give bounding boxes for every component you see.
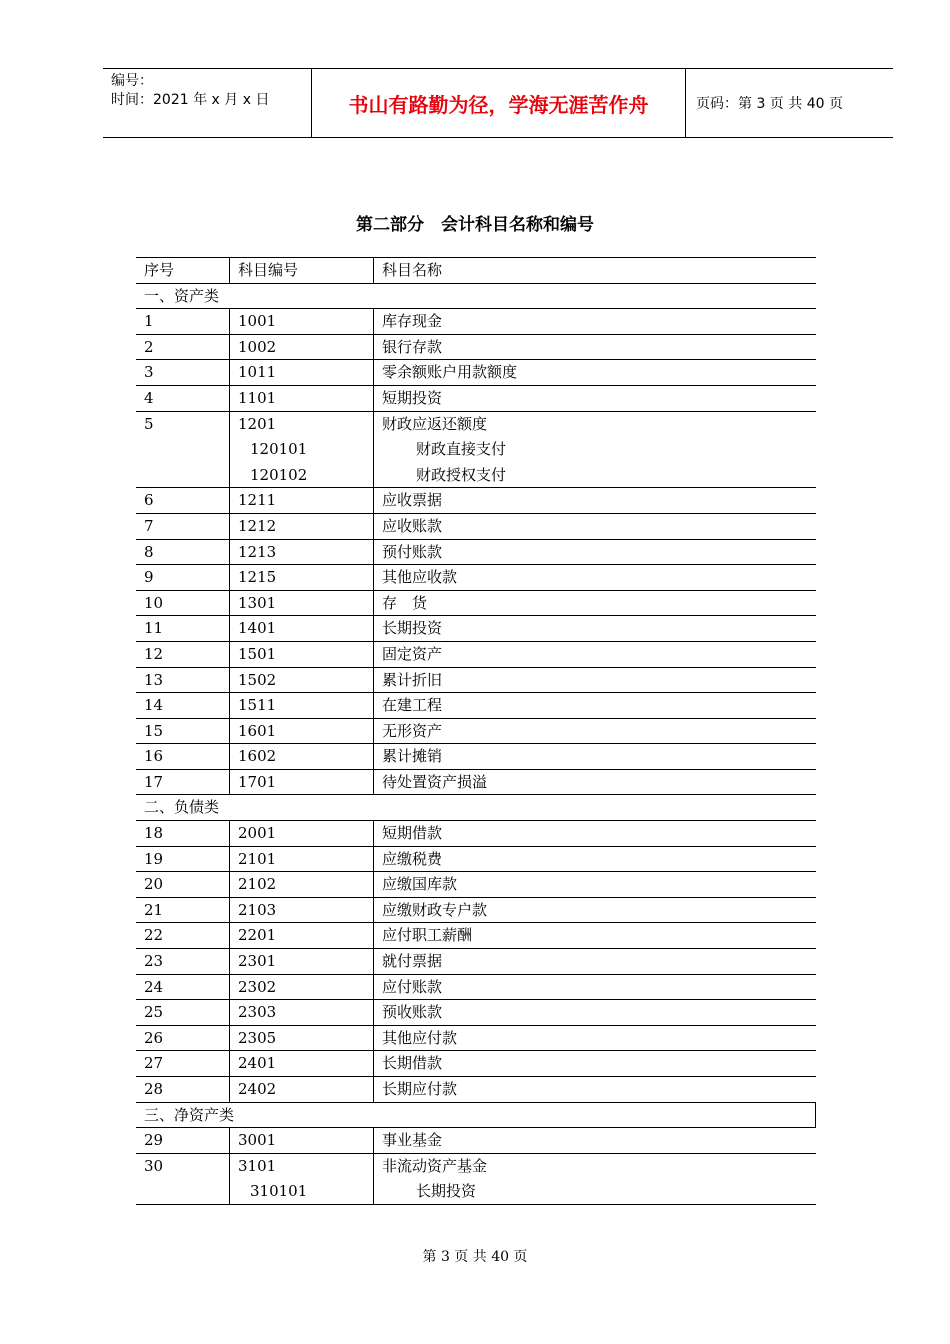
row-code — [230, 565, 374, 590]
row-seq — [136, 335, 230, 360]
row-seq — [136, 898, 230, 923]
row-name — [374, 847, 816, 872]
seq-text: 13 — [144, 670, 164, 689]
table-row — [136, 923, 816, 949]
name-text: 存 货 — [382, 593, 428, 612]
table-row — [136, 770, 816, 796]
code-text: 1002 — [238, 337, 277, 356]
row-name — [374, 386, 816, 411]
row-code — [230, 949, 374, 974]
seq-text: 17 — [144, 772, 164, 791]
row-code — [230, 821, 374, 846]
row-code — [230, 1077, 374, 1102]
table-row — [136, 309, 816, 335]
header-name: 科目名称 — [382, 261, 443, 279]
seq-text: 12 — [144, 644, 164, 663]
table-row — [136, 1051, 816, 1077]
seq-text: 28 — [144, 1080, 164, 1099]
row-code — [230, 616, 374, 641]
row-seq — [136, 923, 230, 948]
code-text: 1212 — [238, 516, 277, 535]
table-row — [136, 719, 816, 745]
name-text: 预收账款 — [382, 1003, 443, 1022]
name-text: 长期投资 — [382, 619, 443, 638]
seq-text: 7 — [144, 516, 154, 535]
row-seq — [136, 1026, 230, 1051]
code-text: 1011 — [238, 363, 277, 382]
section-title: 第二部分 会计科目名称和编号 — [356, 215, 594, 235]
row-code — [230, 975, 374, 1000]
name-text: 短期借款 — [382, 824, 443, 843]
seq-text: 3 — [144, 363, 154, 382]
code-text: 1101 — [238, 388, 277, 407]
seq-text: 21 — [144, 900, 164, 919]
seq-text: 19 — [144, 849, 164, 868]
row-code — [230, 514, 374, 539]
row-seq — [136, 872, 230, 897]
row-code — [230, 693, 374, 718]
row-name — [374, 591, 816, 616]
row-code — [230, 923, 374, 948]
code-text: 1511 — [238, 696, 277, 715]
row-seq — [136, 540, 230, 565]
name-text: 无形资产 — [382, 721, 443, 740]
seq-text: 6 — [144, 491, 154, 510]
code-text: 3101 — [238, 1156, 277, 1175]
time-label: 时间：2021 年 x 月 x 日 — [111, 92, 270, 108]
row-seq — [136, 1077, 230, 1102]
row-seq — [136, 949, 230, 974]
name-text: 零余额账户用款额度 — [382, 363, 518, 382]
name-text: 长期应付款 — [382, 1080, 458, 1099]
code-text: 2103 — [238, 900, 277, 919]
row-seq — [136, 412, 230, 488]
name-text: 短期投资 — [382, 388, 443, 407]
row-code — [230, 898, 374, 923]
code-text: 1001 — [238, 312, 277, 331]
header-motto: 书山有路勤为径，学海无涯苦作舟 — [312, 69, 686, 137]
table-row — [136, 335, 816, 361]
name-text: 其他应收款 — [382, 568, 458, 587]
table-row — [136, 1154, 816, 1205]
row-seq — [136, 309, 230, 334]
row-name — [374, 923, 816, 948]
code-text: 3001 — [238, 1131, 277, 1150]
row-name — [374, 744, 816, 769]
row-seq — [136, 847, 230, 872]
name-text: 待处置资产损溢 — [382, 772, 488, 791]
row-name — [374, 693, 816, 718]
sub-code-text: 120102 — [250, 465, 308, 484]
code-text: 2302 — [238, 977, 277, 996]
name-text: 事业基金 — [382, 1131, 443, 1150]
row-seq — [136, 770, 230, 795]
row-code — [230, 335, 374, 360]
code-text: 1213 — [238, 542, 277, 561]
row-code — [230, 642, 374, 667]
table-row — [136, 386, 816, 412]
row-code — [230, 847, 374, 872]
row-name — [374, 642, 816, 667]
sub-name-text: 长期投资 — [416, 1182, 477, 1201]
row-code — [230, 488, 374, 513]
seq-text: 20 — [144, 875, 164, 894]
row-name — [374, 540, 816, 565]
row-code — [230, 386, 374, 411]
table-row — [136, 898, 816, 924]
row-seq — [136, 386, 230, 411]
row-name — [374, 360, 816, 385]
code-text: 2402 — [238, 1080, 277, 1099]
seq-text: 14 — [144, 696, 164, 715]
name-text: 非流动资产基金 — [382, 1156, 488, 1175]
category-label: 一、资产类 — [144, 286, 220, 305]
row-name — [374, 514, 816, 539]
page-footer: 第 3 页 共 40 页 — [422, 1249, 528, 1265]
category-label: 三、净资产类 — [136, 1103, 816, 1128]
row-code — [230, 872, 374, 897]
table-row — [136, 693, 816, 719]
row-name — [374, 565, 816, 590]
sub-name-text: 财政授权支付 — [416, 465, 507, 484]
name-text: 应缴税费 — [382, 849, 443, 868]
header-page-info: 页码：第 3 页 共 40 页 — [696, 96, 843, 112]
row-name — [374, 770, 816, 795]
row-seq — [136, 693, 230, 718]
seq-text: 4 — [144, 388, 154, 407]
name-text: 其他应付款 — [382, 1028, 458, 1047]
row-name — [374, 616, 816, 641]
table-header-row — [136, 258, 816, 284]
code-text: 2101 — [238, 849, 277, 868]
code-text: 2303 — [238, 1003, 277, 1022]
row-code — [230, 1154, 374, 1204]
table-row — [136, 668, 816, 694]
sub-code-text: 120101 — [250, 440, 308, 459]
row-code — [230, 309, 374, 334]
table-row — [136, 821, 816, 847]
row-code — [230, 1000, 374, 1025]
code-text: 2305 — [238, 1028, 277, 1047]
name-text: 财政应返还额度 — [382, 414, 488, 433]
seq-text: 1 — [144, 312, 154, 331]
row-name — [374, 821, 816, 846]
name-text: 长期借款 — [382, 1054, 443, 1073]
row-seq — [136, 1000, 230, 1025]
code-text: 1401 — [238, 619, 277, 638]
code-text: 1602 — [238, 747, 277, 766]
seq-text: 2 — [144, 337, 154, 356]
row-code — [230, 668, 374, 693]
row-code — [230, 770, 374, 795]
name-text: 预付账款 — [382, 542, 443, 561]
row-code — [230, 744, 374, 769]
table-row — [136, 642, 816, 668]
code-text: 1201 — [238, 414, 277, 433]
row-name — [374, 1154, 816, 1204]
row-code — [230, 412, 374, 488]
seq-text: 27 — [144, 1054, 164, 1073]
row-seq — [136, 591, 230, 616]
row-code — [230, 360, 374, 385]
code-text: 1501 — [238, 644, 277, 663]
table-row — [136, 412, 816, 489]
seq-text: 16 — [144, 747, 164, 766]
row-name — [374, 898, 816, 923]
table-row — [136, 616, 816, 642]
row-seq — [136, 616, 230, 641]
name-text: 应付职工薪酬 — [382, 926, 473, 945]
row-code — [230, 719, 374, 744]
row-seq — [136, 975, 230, 1000]
code-text: 1601 — [238, 721, 277, 740]
code-text: 1502 — [238, 670, 277, 689]
table-row — [136, 949, 816, 975]
code-text: 1215 — [238, 568, 277, 587]
row-seq — [136, 360, 230, 385]
table-row — [136, 488, 816, 514]
row-name — [374, 335, 816, 360]
row-name — [374, 872, 816, 897]
row-name — [374, 1000, 816, 1025]
row-code — [230, 540, 374, 565]
row-name — [374, 1077, 816, 1102]
table-row — [136, 1077, 816, 1103]
seq-text: 24 — [144, 977, 164, 996]
row-code — [230, 1026, 374, 1051]
name-text: 库存现金 — [382, 312, 443, 331]
seq-text: 18 — [144, 824, 164, 843]
category-label: 二、负债类 — [144, 798, 220, 817]
category-row — [136, 284, 816, 310]
category-row — [136, 795, 816, 821]
name-text: 应缴国库款 — [382, 875, 458, 894]
row-seq — [136, 719, 230, 744]
name-text: 累计摊销 — [382, 747, 443, 766]
table-row — [136, 514, 816, 540]
table-row — [136, 591, 816, 617]
seq-text: 29 — [144, 1131, 164, 1150]
row-name — [374, 488, 816, 513]
table-row — [136, 975, 816, 1001]
name-text: 应收账款 — [382, 516, 443, 535]
code-text: 2301 — [238, 952, 277, 971]
table-row — [136, 360, 816, 386]
row-seq — [136, 744, 230, 769]
accounts-table — [136, 257, 816, 1205]
code-text: 1211 — [238, 491, 277, 510]
name-text: 应收票据 — [382, 491, 443, 510]
table-row — [136, 565, 816, 591]
row-name — [374, 975, 816, 1000]
row-seq — [136, 565, 230, 590]
row-seq — [136, 1154, 230, 1204]
row-seq — [136, 1128, 230, 1153]
code-text: 1301 — [238, 593, 277, 612]
row-name — [374, 1026, 816, 1051]
table-row — [136, 744, 816, 770]
header-seq: 序号 — [136, 258, 230, 283]
page-header — [103, 68, 893, 138]
seq-text: 8 — [144, 542, 154, 561]
code-text: 1701 — [238, 772, 277, 791]
seq-text: 9 — [144, 568, 154, 587]
code-text: 2102 — [238, 875, 277, 894]
table-row — [136, 1128, 816, 1154]
sub-name-text: 财政直接支付 — [416, 440, 507, 459]
seq-text: 25 — [144, 1003, 164, 1022]
category-row — [136, 1103, 816, 1129]
name-text: 就付票据 — [382, 952, 443, 971]
row-seq — [136, 668, 230, 693]
code-text: 2401 — [238, 1054, 277, 1073]
row-seq — [136, 821, 230, 846]
name-text: 银行存款 — [382, 337, 443, 356]
table-row — [136, 847, 816, 873]
row-code — [230, 1051, 374, 1076]
name-text: 在建工程 — [382, 696, 443, 715]
row-seq — [136, 642, 230, 667]
name-text: 应缴财政专户款 — [382, 900, 488, 919]
seq-text: 30 — [144, 1156, 164, 1175]
name-text: 累计折旧 — [382, 670, 443, 689]
sub-code-text: 310101 — [250, 1182, 308, 1201]
seq-text: 22 — [144, 926, 164, 945]
row-seq — [136, 488, 230, 513]
row-name — [374, 1051, 816, 1076]
row-name — [374, 949, 816, 974]
seq-text: 26 — [144, 1028, 164, 1047]
code-text: 2001 — [238, 824, 277, 843]
row-seq — [136, 1051, 230, 1076]
table-row — [136, 872, 816, 898]
code-label: 编号： — [111, 73, 153, 89]
row-seq — [136, 514, 230, 539]
code-text: 2201 — [238, 926, 277, 945]
name-text: 固定资产 — [382, 644, 443, 663]
row-name — [374, 1128, 816, 1153]
seq-text: 10 — [144, 593, 164, 612]
seq-text: 15 — [144, 721, 164, 740]
row-code — [230, 1128, 374, 1153]
row-name — [374, 412, 816, 488]
table-row — [136, 1026, 816, 1052]
seq-text: 11 — [144, 619, 164, 638]
row-code — [230, 591, 374, 616]
header-code: 科目编号 — [230, 258, 374, 283]
table-row — [136, 1000, 816, 1026]
name-text: 应付账款 — [382, 977, 443, 996]
row-name — [374, 309, 816, 334]
seq-text: 5 — [144, 414, 154, 433]
table-row — [136, 540, 816, 566]
row-name — [374, 719, 816, 744]
row-name — [374, 668, 816, 693]
seq-text: 23 — [144, 952, 164, 971]
header-meta — [103, 69, 312, 137]
